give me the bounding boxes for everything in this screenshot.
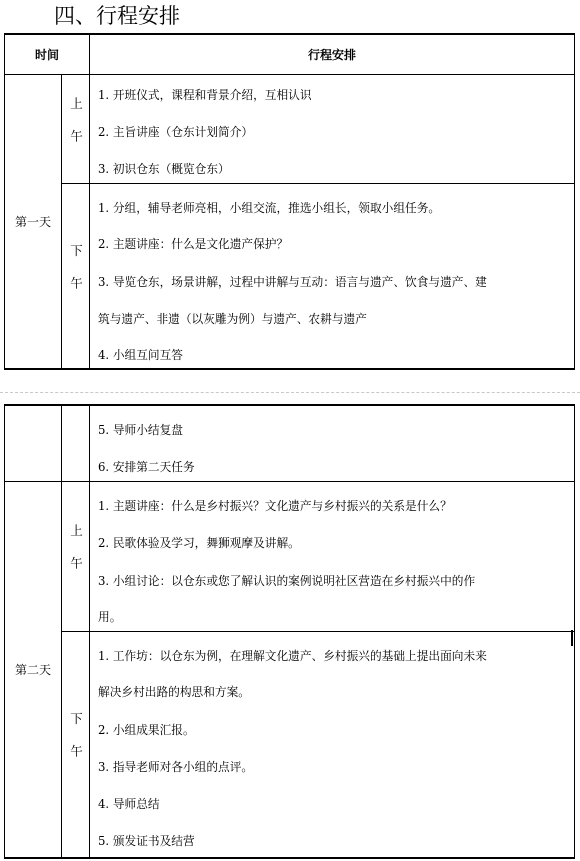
period-label-afternoon: 下午 [68,712,84,777]
schedule-item: 2. 主旨讲座（仓东计划简介） [98,125,254,139]
schedule-item: 用。 [98,610,122,624]
schedule-item: 解决乡村出路的构思和方案。 [98,685,250,699]
period-label-morning: 上午 [68,524,84,589]
schedule-item: 1. 分组，辅导老师亮相，小组交流，推选小组长，领取小组任务。 [98,201,441,215]
period-label-morning: 上午 [68,96,84,162]
schedule-item: 6. 安排第二天任务 [98,460,195,474]
schedule-item: 5. 颁发证书及结营 [98,834,195,848]
schedule-item: 4. 小组互问互答 [98,348,183,362]
schedule-item: 3. 指导老师对各小组的点评。 [98,760,254,774]
day-label: 第二天 [14,663,51,677]
schedule-item: 2. 主题讲座：什么是文化遗产保护？ [98,237,289,251]
schedule-item: 5. 导师小结复盘 [98,423,183,437]
section-heading: 四、行程安排 [54,4,180,28]
text-cursor [571,630,573,646]
day-label: 第一天 [14,215,51,229]
schedule-item: 4. 导师总结 [98,797,160,811]
schedule-item: 筑与遗产、非遗（以灰雕为例）与遗产、农耕与遗产 [98,312,367,326]
schedule-item: 3. 导览仓东，场景讲解，过程中讲解与互动：语言与遗产、饮食与遗产、建 [98,275,487,289]
schedule-item: 1. 工作坊：以仓东为例，在理解文化遗产、乡村振兴的基础上提出面向未来 [98,649,487,663]
schedule-item: 2. 民歌体验及学习，舞狮观摩及讲解。 [98,536,300,550]
header-schedule: 行程安排 [307,48,356,62]
period-label-afternoon: 下午 [68,243,84,309]
schedule-item: 1. 主题讲座：什么是乡村振兴？文化遗产与乡村振兴的关系是什么？ [98,499,452,513]
page-break [0,370,580,404]
schedule-item: 1. 开班仪式，课程和背景介绍，互相认识 [98,88,312,102]
schedule-item: 2. 小组成果汇报。 [98,723,195,737]
schedule-item: 3. 小组讨论：以仓东或您了解认识的案例说明社区营造在乡村振兴中的作 [98,574,476,588]
header-time: 时间 [34,48,59,62]
schedule-item: 3. 初识仓东（概览仓东） [98,162,230,176]
